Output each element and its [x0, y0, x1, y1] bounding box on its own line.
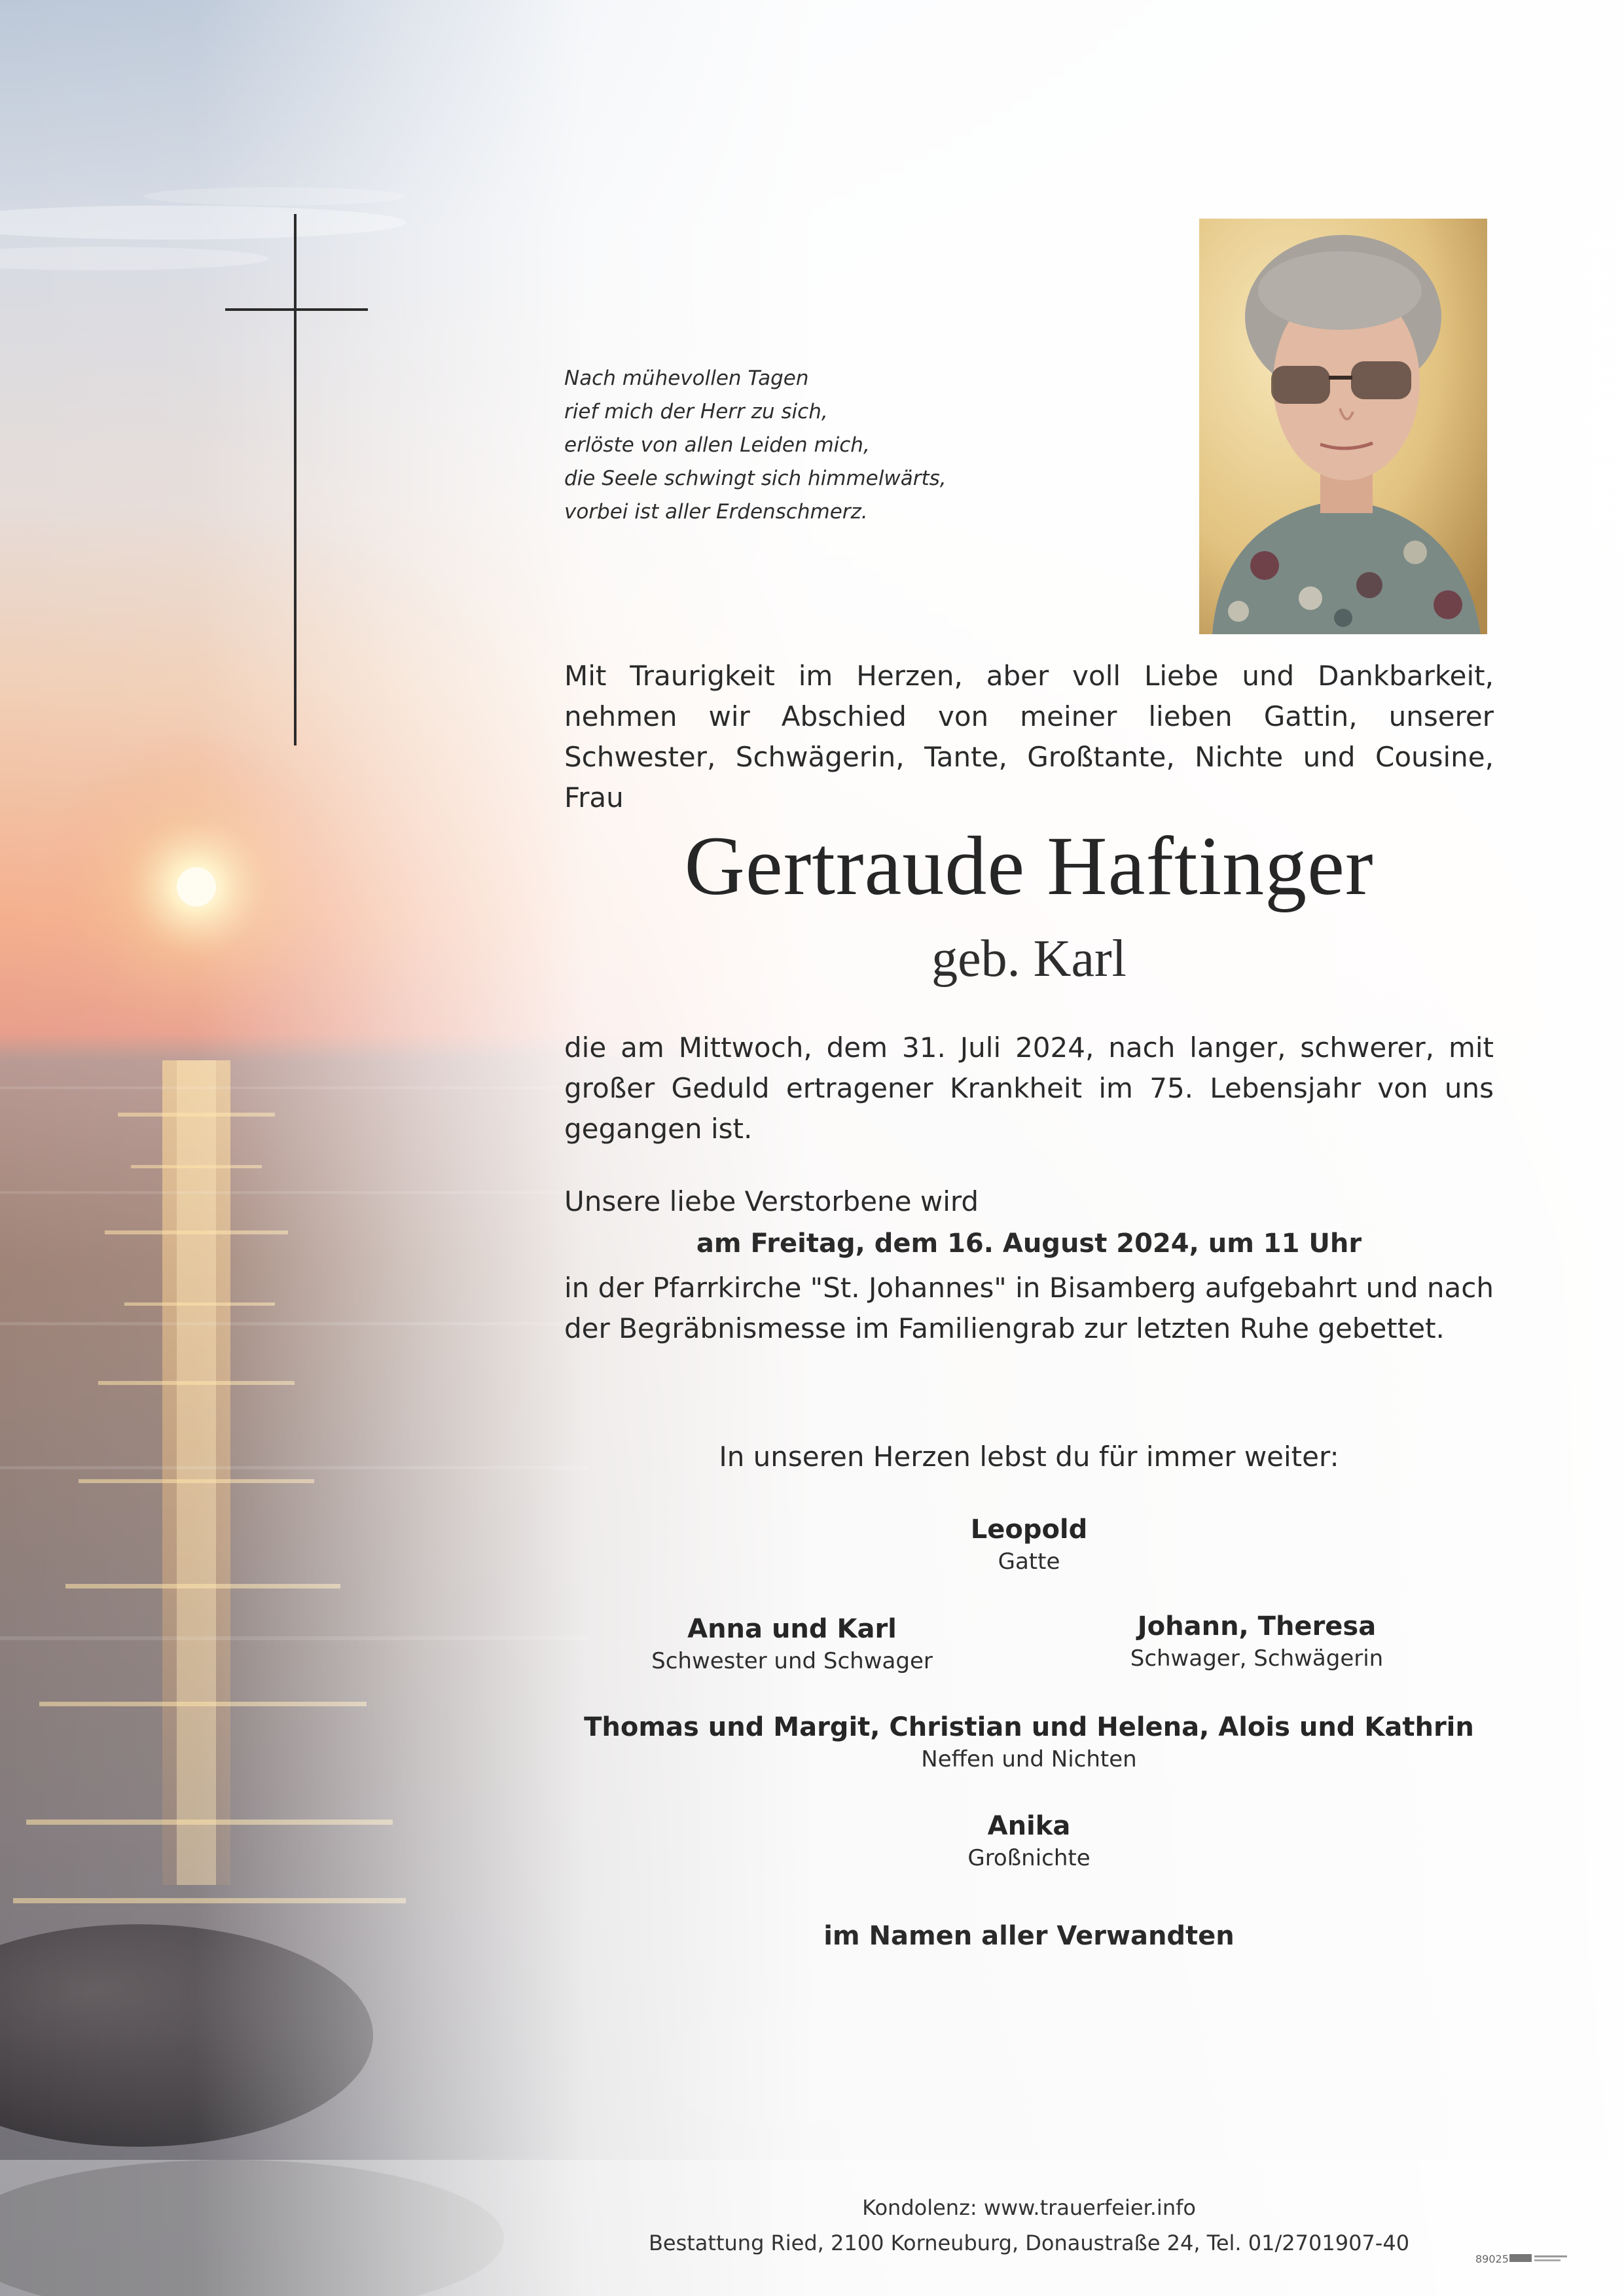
poem-line: erlöste von allen Leiden mich, — [564, 433, 870, 457]
closing-line: im Namen aller Verwandten — [823, 1921, 1235, 1951]
intro-paragraph: Mit Traurigkeit im Herzen, aber voll Liebe und Dankbarkeit, nehmen wir Abschied von meiner lieben Gattin, unserer Schwester, Schwägerin, Tante, Großtante, Nichte und Cousine, Frau — [564, 660, 1494, 814]
mourner-relation: Schwager, Schwägerin — [1130, 1645, 1384, 1672]
poem-line: Nach mühevollen Tagen — [564, 367, 809, 390]
portrait-photo — [1199, 219, 1487, 634]
mourner-in-laws — [1047, 1609, 1466, 1673]
condolence-link[interactable]: Kondolenz: www.trauerfeier.info — [862, 2195, 1196, 2220]
mourner-sister — [589, 1611, 995, 1676]
cross-vertical-bar — [294, 214, 297, 745]
poem-line: die Seele schwingt sich himmelwärts, — [564, 467, 947, 490]
mourner-relation: Neffen und Nichten — [921, 1746, 1137, 1772]
funeral-lead: Unsere liebe Verstorbene wird — [564, 1185, 979, 1217]
mourner-name: Anika — [987, 1811, 1071, 1841]
poem-line: rief mich der Herr zu sich, — [564, 400, 828, 423]
mourner-relation: Schwester und Schwager — [651, 1648, 933, 1674]
cross-horizontal-bar — [225, 308, 368, 311]
maiden-name: geb. Karl — [931, 930, 1127, 988]
deceased-name: Gertraude Haftinger — [684, 819, 1374, 912]
mourner-name: Thomas und Margit, Christian und Helena, Alois und Kathrin — [584, 1712, 1474, 1742]
death-notice: die am Mittwoch, dem 31. Juli 2024, nach langer, schwerer, mit großer Geduld ertragener Krankheit im 75. Lebensjahr von uns gegangen ist. — [564, 1031, 1494, 1145]
mourner-relation: Großnichte — [967, 1845, 1091, 1871]
mourner-relation: Gatte — [998, 1549, 1060, 1575]
memorial-poem — [564, 362, 1088, 529]
poem-line: vorbei ist aller Erdenschmerz. — [564, 500, 868, 524]
mourner-name: Johann, Theresa — [1137, 1611, 1377, 1641]
undertaker-info: Bestattung Ried, 2100 Korneuburg, Donaustraße 24, Tel. 01/2701907-40 — [648, 2231, 1410, 2255]
funeral-place: in der Pfarrkirche "St. Johannes" in Bisamberg aufgebahrt und nach der Begräbnismesse im Familiengrab zur letzten Ruhe gebettet. — [564, 1272, 1494, 1344]
funeral-date: am Freitag, dem 16. August 2024, um 11 Uhr — [696, 1229, 1362, 1259]
mourner-name: Anna und Karl — [687, 1614, 897, 1644]
mourner-name: Leopold — [970, 1515, 1088, 1545]
remembrance-line: In unseren Herzen lebst du für immer weiter: — [719, 1441, 1339, 1473]
printer-logo-icon — [1509, 2251, 1570, 2265]
print-code: 89025 — [1475, 2253, 1509, 2265]
mourner-grandniece — [564, 1808, 1494, 1873]
mourner-nephews-nieces — [564, 1710, 1494, 1774]
mourner-spouse — [564, 1512, 1494, 1576]
